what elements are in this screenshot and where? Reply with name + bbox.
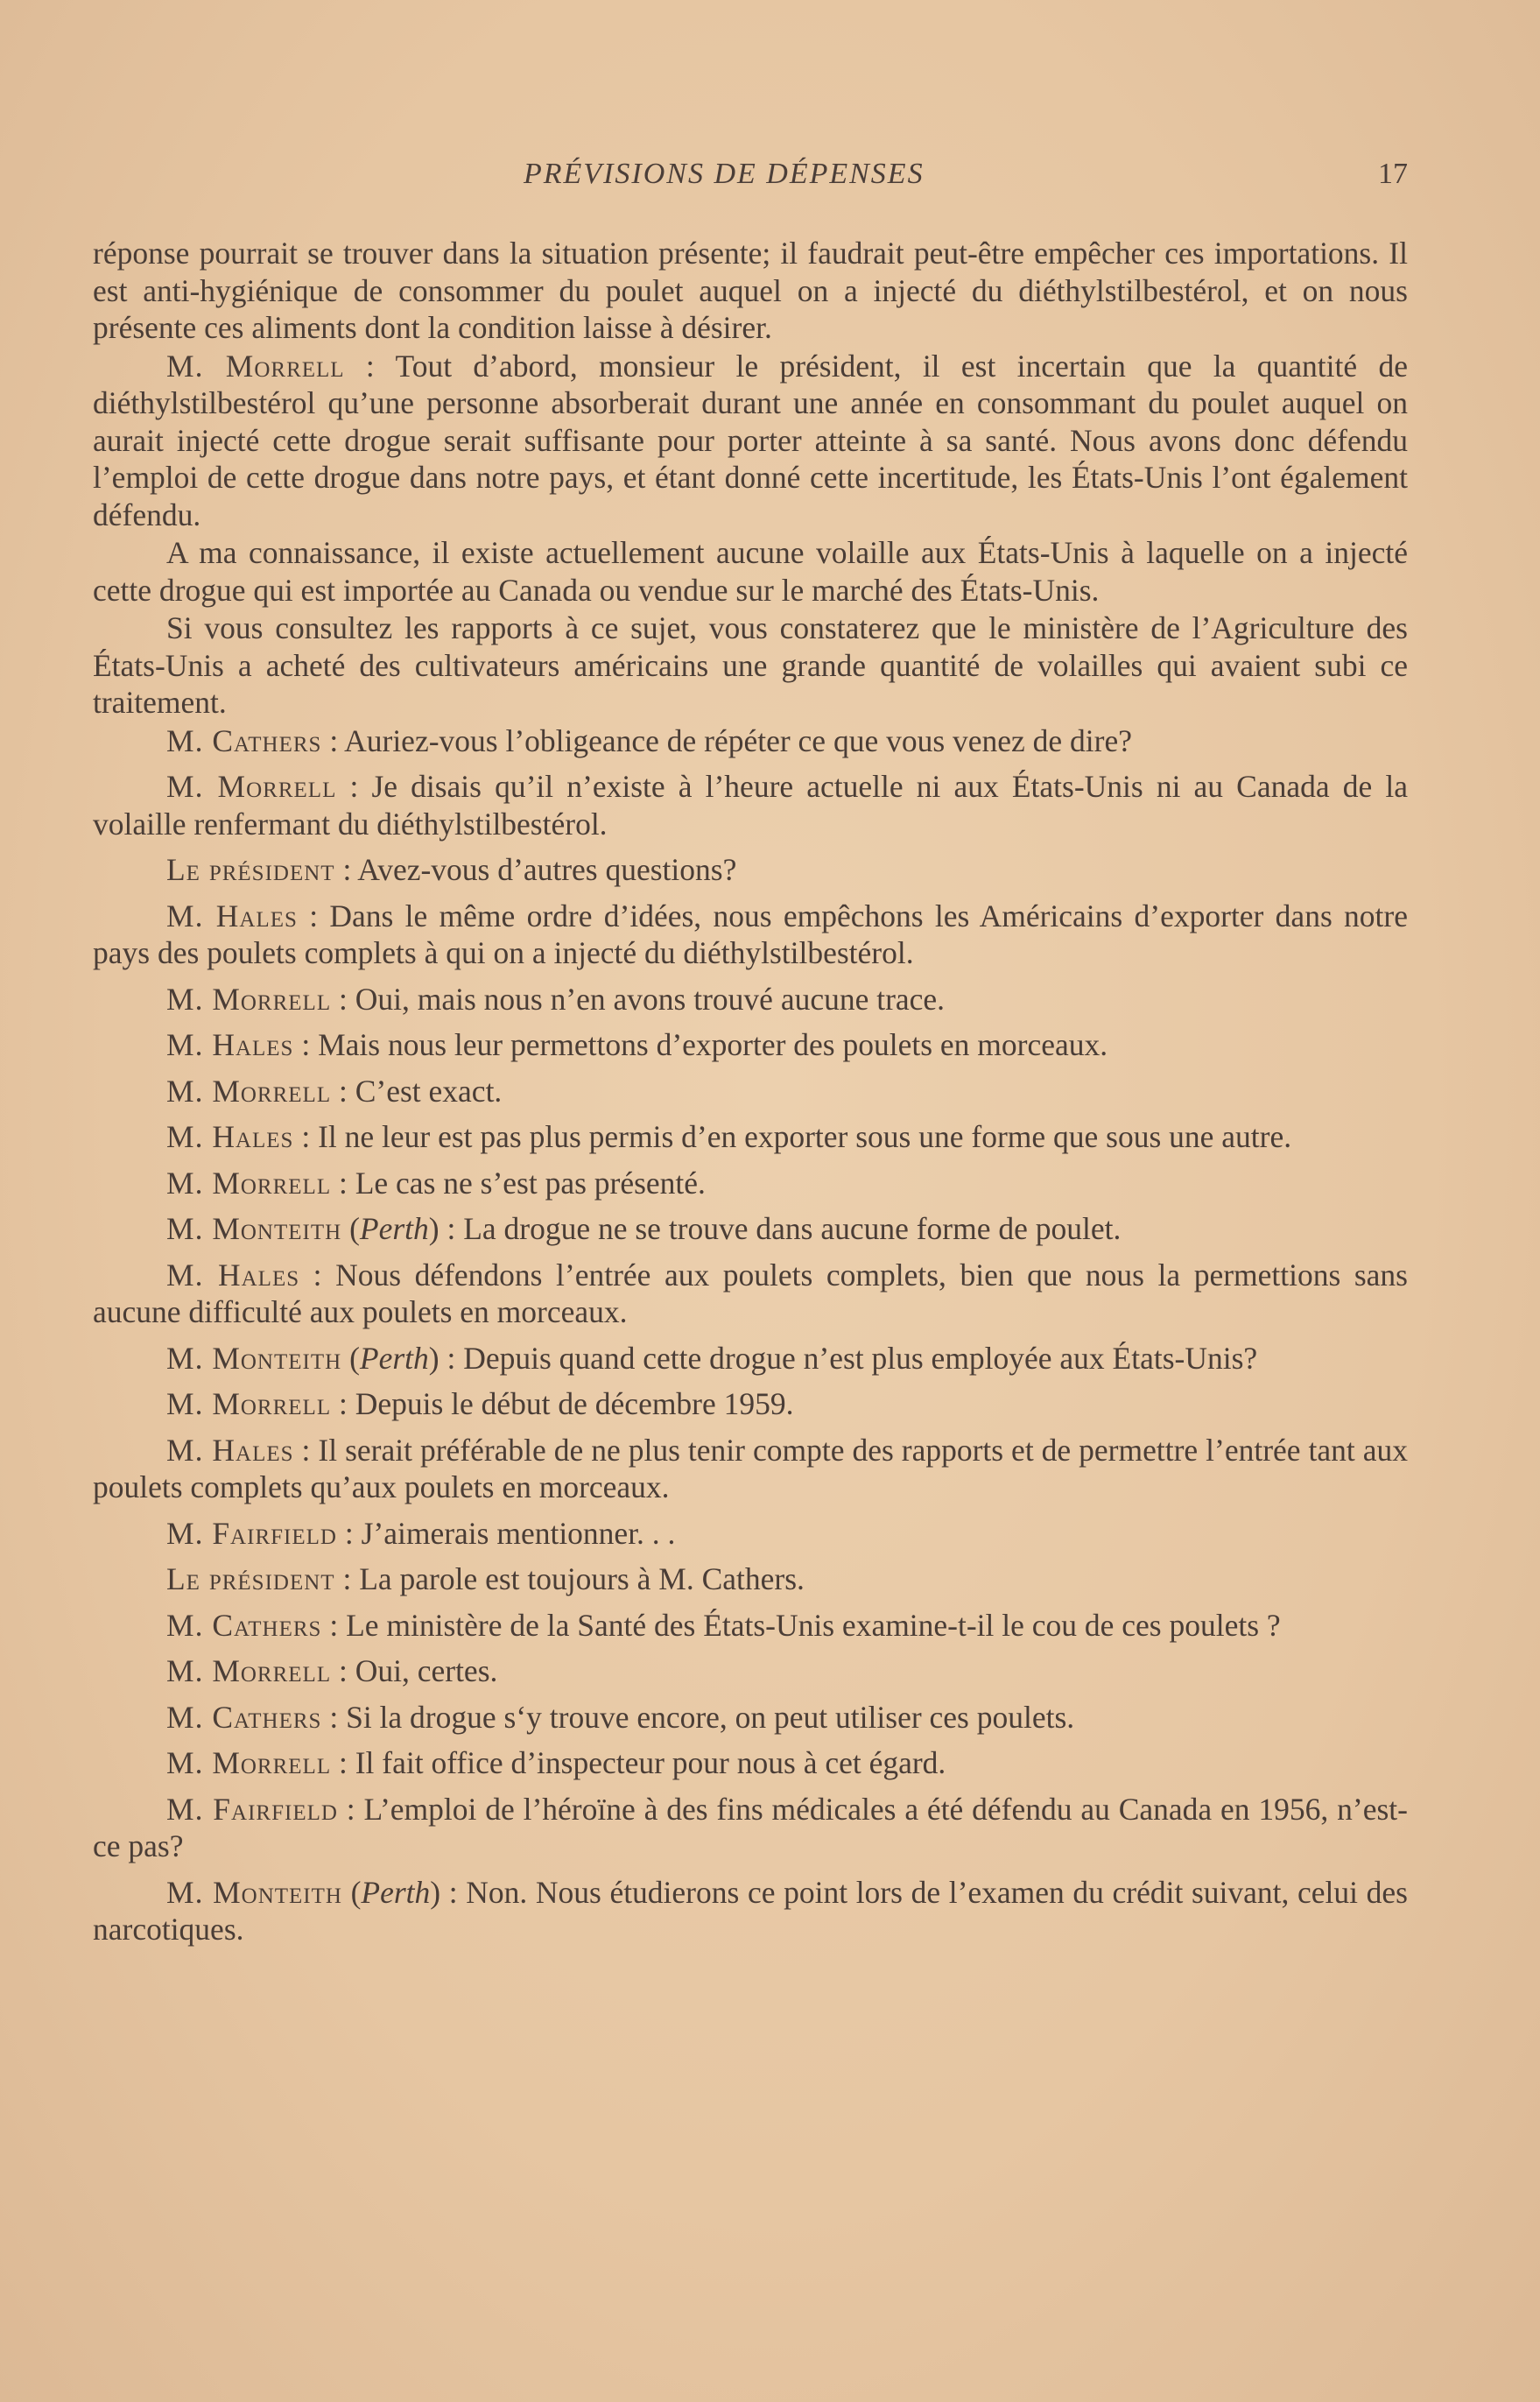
paragraph (93, 235, 1408, 347)
speaker-name: M. Morrell (166, 348, 345, 384)
paragraph: M. Fairfield : J’aimerais mentionner. . . (166, 1515, 676, 1551)
paragraph-text: Si la drogue s‘y trouve encore, on peut utiliser ces poulets. (346, 1699, 1075, 1735)
speaker-name: M. Morrell (166, 1653, 332, 1688)
paragraph-text: Dans le même ordre d’idées, nous empêchons les Américains d’exporter dans notre pays des poulets complets à qui on a injecté du diéthylstilbestérol. (93, 898, 1408, 970)
paragraph: M. Fairfield : L’emploi de l’héroïne à des fins médicales a été défendu au Canada en 1956, n’est-ce pas? (93, 1791, 1408, 1863)
paragraph-text: La parole est toujours à M. Cathers. (359, 1561, 805, 1596)
paragraph: M. Cathers : Auriez-vous l’obligeance de répéter ce que vous venez de dire? (166, 722, 1132, 758)
paragraph-text: Si vous consultez les rapports à ce sujet, vous constaterez que le ministère de l’Agriculture des États-Unis a acheté des cultivateurs américains une grande quantité de volailles qui avaient subi ce traitement. (93, 610, 1408, 720)
paragraph-text: Oui, mais nous n’en avons trouvé aucune trace. (355, 981, 946, 1017)
paragraph: M. Morrell : C’est exact. (166, 1073, 503, 1109)
paragraph: M. Cathers : Le ministère de la Santé des États-Unis examine-t-il le cou de ces poulets ? (166, 1607, 1281, 1643)
speaker-name: M. Fairfield (166, 1791, 338, 1827)
paragraph: M. Hales : Il serait préférable de ne plus tenir compte des rapports et de permettre l’entrée tant aux poulets complets qu’aux poulets en morceaux. (93, 1432, 1408, 1504)
speaker-name: M. Cathers (166, 1699, 322, 1735)
speaker-name: Le président (166, 1561, 335, 1596)
paragraph-text: La drogue ne se trouve dans aucune forme de poulet. (463, 1211, 1122, 1246)
speaker-name: M. Morrell (166, 981, 332, 1017)
paragraph: M. Morrell : Oui, certes. (166, 1653, 498, 1688)
paragraph: Le président : Avez-vous d’autres questions? (166, 852, 737, 887)
running-head (0, 158, 1540, 201)
paragraph-text: Oui, certes. (355, 1653, 498, 1688)
speaker-name: Le président (166, 852, 335, 887)
paragraph: M. Hales : Nous défendons l’entrée aux poulets complets, bien que nous la permettions sans aucune difficulté aux poulets en morceaux. (93, 1257, 1408, 1329)
paragraph-text: Non. Nous étudierons ce point lors de l’examen du crédit suivant, celui des narcotiques. (93, 1874, 1408, 1947)
paragraph: M. Monteith (Perth) : Non. Nous étudierons ce point lors de l’examen du crédit suivant, celui des narcotiques. (93, 1874, 1408, 1947)
paragraph: M. Hales : Dans le même ordre d’idées, nous empêchons les Américains d’exporter dans notre pays des poulets complets à qui on a injecté du diéthylstilbestérol. (93, 898, 1408, 970)
speaker-name: M. Monteith (166, 1874, 342, 1910)
speaker-name: M. Cathers (166, 1607, 322, 1643)
paragraph: M. Morrell : Le cas ne s’est pas présenté. (166, 1165, 706, 1201)
paragraph: M. Cathers : Si la drogue s‘y trouve encore, on peut utiliser ces poulets. (166, 1699, 1075, 1735)
speaker-name: M. Morrell (166, 1073, 332, 1109)
speaker-name: M. Morrell (166, 1745, 332, 1780)
paragraph: M. Monteith (Perth) : Depuis quand cette drogue n’est plus employée aux États-Unis? (166, 1340, 1258, 1376)
paragraph-text: Depuis le début de décembre 1959. (355, 1386, 794, 1421)
page-number: 17 (1378, 158, 1408, 190)
speaker-riding: Perth (361, 1874, 431, 1910)
paragraph: M. Morrell : Oui, mais nous n’en avons trouvé aucune trace. (166, 981, 946, 1017)
paragraph (93, 609, 1408, 722)
speaker-name: M. Morrell (166, 1165, 332, 1201)
speaker-name: M. Hales (166, 1027, 294, 1062)
speaker-name: M. Morrell (166, 769, 337, 804)
speaker-name: M. Cathers (166, 722, 322, 758)
paragraph: M. Hales : Il ne leur est pas plus permis d’en exporter sous une forme que sous une autre. (166, 1119, 1292, 1154)
paragraph: M. Monteith (Perth) : La drogue ne se trouve dans aucune forme de poulet. (166, 1211, 1122, 1246)
paragraph-text: Je disais qu’il n’existe à l’heure actuelle ni aux États-Unis ni au Canada de la volaille renfermant du diéthylstilbestérol. (93, 769, 1408, 842)
paragraph-text: Le ministère de la Santé des États-Unis examine-t-il le cou de ces poulets ? (346, 1607, 1281, 1643)
paragraph-text: C’est exact. (355, 1073, 503, 1109)
paragraph-text: L’emploi de l’héroïne à des fins médicales a été défendu au Canada en 1956, n’est-ce pas? (93, 1791, 1408, 1863)
paragraph-text: A ma connaissance, il existe actuellement aucune volaille aux États-Unis à laquelle on a injecté cette drogue qui est importée au Canada ou vendue sur le marché des États-Unis. (93, 535, 1408, 608)
paragraph: Le président : La parole est toujours à M. Cathers. (166, 1561, 805, 1596)
speaker-name: M. Hales (166, 1119, 294, 1154)
paragraph-text: Il fait office d’inspecteur pour nous à cet égard. (355, 1745, 946, 1780)
paragraph-text: Il ne leur est pas plus permis d’en exporter sous une forme que sous une autre. (318, 1119, 1292, 1154)
speaker-name: M. Hales (166, 1257, 300, 1293)
paragraph: M. Morrell : Je disais qu’il n’existe à l’heure actuelle ni aux États-Unis ni au Canada de la volaille renfermant du diéthylstilbestérol. (93, 769, 1408, 842)
paragraph: M. Morrell : Tout d’abord, monsieur le président, il est incertain que la quantité de diéthylstilbestérol qu’une personne absorberait durant une année en consommant du poulet auquel on aurait injecté cette drogue serait suffisante pour porter atteinte à sa santé. Nous avons donc défendu l’emploi de cette drogue dans notre pays, et étant donné cette incertitude, les États-Unis l’ont également défendu. (93, 348, 1408, 532)
speaker-riding: Perth (359, 1211, 429, 1246)
paragraph-text: Le cas ne s’est pas présenté. (355, 1165, 706, 1201)
paragraph-text: réponse pourrait se trouver dans la situation présente; il faudrait peut-être empêcher ces importations. Il est anti-hygiénique de consommer du poulet auquel on a injecté du diéthylstilbestérol, et on nous présente ces aliments dont la condition laisse à désirer. (93, 236, 1408, 345)
speaker-name: M. Hales (166, 898, 298, 933)
speaker-riding: Perth (359, 1340, 429, 1376)
speaker-name: M. Monteith (166, 1211, 342, 1246)
speaker-name: M. Hales (166, 1432, 294, 1468)
speaker-name: M. Morrell (166, 1386, 332, 1421)
paragraph-text: Tout d’abord, monsieur le président, il est incertain que la quantité de diéthylstilbestérol qu’une personne absorberait durant une année en consommant du poulet auquel on aurait injecté cette drogue serait suffisante pour porter atteinte à sa santé. Nous avons donc défendu l’emploi de cette drogue dans notre pays, et étant donné cette incertitude, les États-Unis l’ont également défendu. (93, 348, 1408, 532)
document-body (93, 235, 1408, 1957)
paragraph: M. Morrell : Depuis le début de décembre 1959. (166, 1386, 794, 1421)
paragraph: M. Hales : Mais nous leur permettons d’exporter des poulets en morceaux. (166, 1027, 1108, 1062)
speaker-name: M. Monteith (166, 1340, 342, 1376)
paragraph: M. Morrell : Il fait office d’inspecteur pour nous à cet égard. (166, 1745, 946, 1780)
paragraph-text: Mais nous leur permettons d’exporter des poulets en morceaux. (318, 1027, 1108, 1062)
page-title: PRÉVISIONS DE DÉPENSES (524, 158, 925, 190)
paragraph-text: J’aimerais mentionner. . . (361, 1515, 676, 1551)
paragraph (93, 534, 1408, 609)
paragraph-text: Il serait préférable de ne plus tenir compte des rapports et de permettre l’entrée tant aux poulets complets qu’aux poulets en morceaux. (93, 1432, 1408, 1504)
speaker-name: M. Fairfield (166, 1515, 337, 1551)
paragraph-text: Depuis quand cette drogue n’est plus employée aux États-Unis? (463, 1340, 1258, 1376)
paragraph-text: Auriez-vous l’obligeance de répéter ce que vous venez de dire? (344, 722, 1132, 758)
paragraph-text: Nous défendons l’entrée aux poulets complets, bien que nous la permettions sans aucune difficulté aux poulets en morceaux. (93, 1257, 1408, 1329)
paragraph-text: Avez-vous d’autres questions? (357, 852, 737, 887)
